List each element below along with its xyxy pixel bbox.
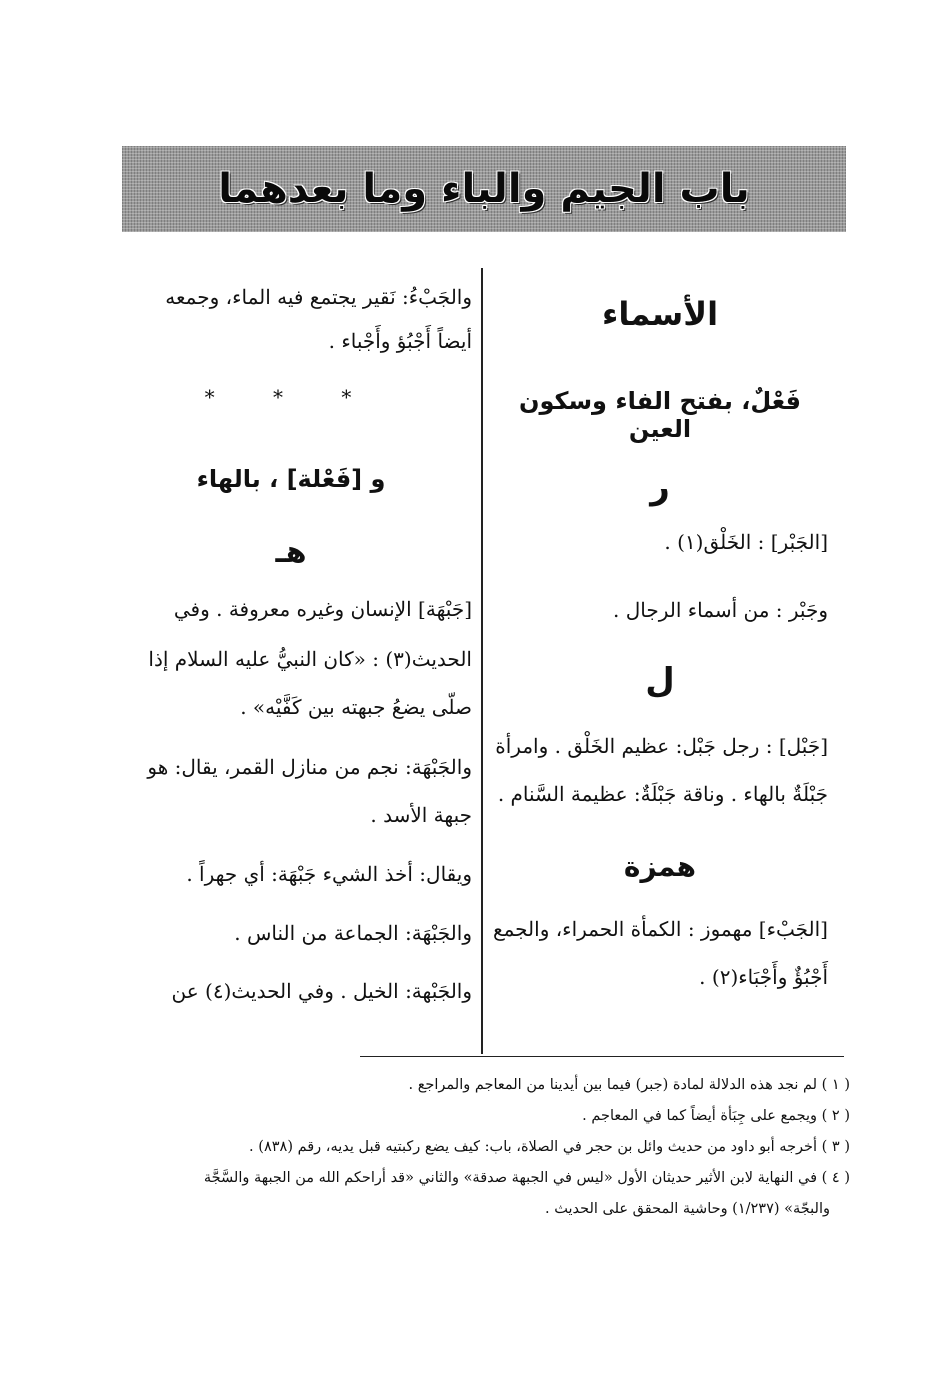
column-divider	[481, 268, 483, 1054]
entry-openly: ويقال: أخذ الشيء جَبْهَة: أي جهراً .	[186, 862, 472, 886]
letter-heading-lam: ل	[645, 661, 675, 701]
pattern-heading-fala: و [فَعْلة] ، بالهاء	[196, 465, 386, 493]
section-heading: الأسماء	[601, 295, 719, 333]
entry-jabr: [الجَبْر] : الخَلْق(١) .	[664, 530, 828, 554]
entry-jabl-line-1: [جَبْل] : رجل جَبْل: عظيم الخَلْق . وامرأة	[495, 734, 828, 758]
entry-jabr-name: وجَبْر : من أسماء الرجال .	[613, 598, 828, 622]
pattern-heading: فَعْلٌ، بفتح الفاء وسكون العين	[518, 387, 802, 443]
entry-star-line-2: جبهة الأسد .	[370, 803, 472, 827]
footnotes	[120, 1070, 850, 1225]
entry-jab2-line-1: والجَبْءُ: نَقير يجتمع فيه الماء، وجمعه	[165, 285, 472, 309]
footnote-4-continued: والبجّة» (١/٢٣٧) وحاشية المحقق على الحديث .	[545, 1201, 830, 1217]
footnote-3: ( ٣ ) أخرجه أبو داود من حديث وائل بن حجر في الصلاة، باب: كيف يضع ركبتيه قبل يديه، رقم (٨٣٨) .	[249, 1139, 850, 1155]
entry-jabha-line-2: الحديث(٣) : «كان النبيُّ عليه السلام إذا	[148, 647, 472, 671]
chapter-banner	[122, 146, 846, 232]
footnote-1: ( ١ ) لم نجد هذه الدلالة لمادة (جبر) فيما بين أيدينا من المعاجم والمراجع .	[408, 1077, 850, 1093]
entry-jab2-line-2: أيضاً أَجْبُؤ وأَجْباء .	[328, 329, 472, 353]
entry-jabha-line-3: صلّى يضعُ جبهته بين كَفَّيْه» .	[240, 695, 472, 719]
entry-group: والجَبْهَة: الجماعة من الناس .	[234, 921, 472, 945]
footnote-4: ( ٤ ) في النهاية لابن الأثير حديثان الأول «ليس في الجبهة صدقة» والثاني «قد أراحكم الله من الجبهة والسَّجَّة	[203, 1170, 850, 1186]
letter-heading-ha: هـ	[275, 535, 307, 570]
entry-jabl-line-2: جَبْلَةٌ بالهاء . وناقة جَبْلَةٌ: عظيمة السَّنام .	[497, 782, 828, 806]
entry-jab-line-2: أَجْبُؤٌ وأَجْبَاء(٢) .	[699, 965, 828, 989]
chapter-title: باب الجيم والباء وما بعدهما	[218, 166, 750, 212]
footnote-2: ( ٢ ) ويجمع على جِبَأة أيضاً كما في المعاجم .	[582, 1108, 850, 1124]
entry-jab-line-1: [الجَبْء] مهموز : الكمأة الحمراء، والجمع	[492, 917, 828, 941]
entry-jabha-line-1: [جَبْهَة] الإنسان وغيره معروفة . وفي	[173, 597, 472, 621]
hamza-heading: همزة	[623, 850, 697, 883]
entry-horses: والجَبْهة: الخيل . وفي الحديث(٤) عن	[171, 979, 472, 1003]
letter-heading-ra: ر	[650, 467, 670, 507]
entry-star-line-1: والجَبْهَة: نجم من منازل القمر، يقال: هو	[147, 755, 472, 779]
footnote-rule	[360, 1056, 844, 1057]
section-separator-stars: * * *	[204, 385, 378, 409]
